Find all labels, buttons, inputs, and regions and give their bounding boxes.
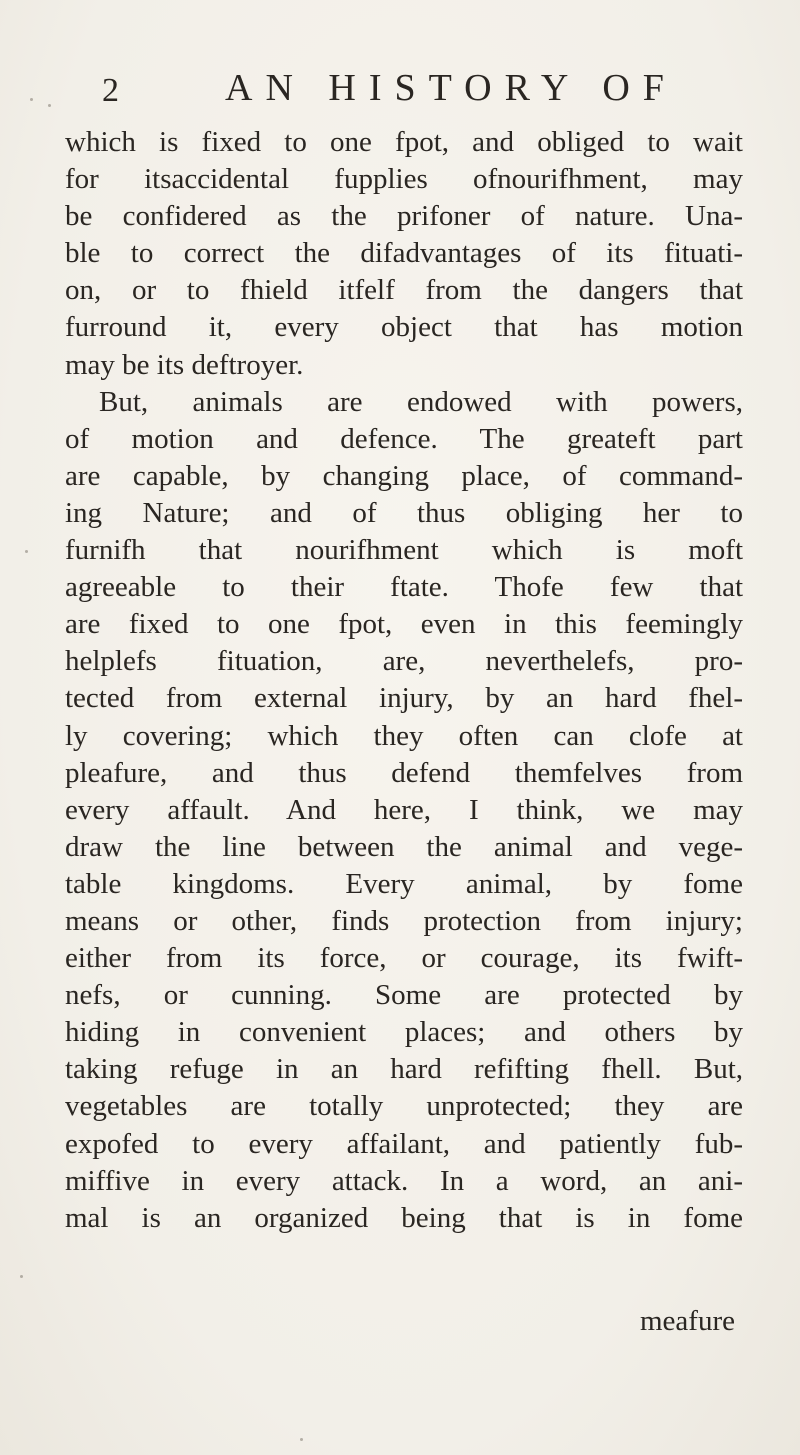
text-line: hiding in convenient places; and others by: [65, 1016, 743, 1049]
text-line: But, animals are endowed with powers,: [99, 385, 743, 418]
text-line: means or other, finds protection from injury;: [65, 904, 743, 937]
text-line: table kingdoms. Every animal, by fome: [65, 867, 743, 900]
text-line: miffive in every attack. In a word, an ani-: [65, 1164, 743, 1197]
text-line: expofed to every affailant, and patiently fub-: [65, 1127, 743, 1160]
text-line: of motion and defence. The greateft part: [65, 422, 743, 455]
text-line: are capable, by changing place, of command-: [65, 459, 743, 492]
text-line: ble to correct the difadvantages of its fituati-: [65, 237, 743, 270]
paper-speck: [48, 104, 51, 107]
text-line: helplefs fituation, are, neverthelefs, pro-: [65, 645, 743, 678]
text-line: ly covering; which they often can clofe at: [65, 719, 743, 752]
text-line: either from its force, or courage, its fwift-: [65, 942, 743, 975]
text-line: every affault. And here, I think, we may: [65, 793, 743, 826]
running-head: AN HISTORY OF: [225, 67, 677, 109]
text-line: may be its deftroyer.: [65, 348, 304, 381]
text-line: be confidered as the prifoner of nature. Una-: [65, 200, 743, 233]
paper-speck: [20, 1275, 23, 1278]
text-line: for itsaccidental fupplies ofnourifhment, may: [65, 163, 743, 196]
body-text: [65, 124, 743, 1237]
text-line: vegetables are totally unprotected; they are: [65, 1090, 743, 1123]
paper-speck: [30, 98, 33, 101]
paper-speck: [300, 1438, 303, 1441]
text-line: draw the line between the animal and vege-: [65, 830, 743, 863]
text-line: pleafure, and thus defend themfelves from: [65, 756, 743, 789]
text-line: furnifh that nourifhment which is moft: [65, 534, 743, 567]
text-line: on, or to fhield itfelf from the dangers that: [65, 274, 743, 307]
text-line: nefs, or cunning. Some are protected by: [65, 979, 743, 1012]
text-line: furround it, every object that has motion: [65, 311, 743, 344]
text-line: taking refuge in an hard refifting fhell. But,: [65, 1053, 743, 1086]
text-line: which is fixed to one fpot, and obliged to wait: [65, 126, 743, 158]
paper-speck: [25, 550, 28, 553]
text-line: are fixed to one fpot, even in this feemingly: [65, 608, 743, 641]
text-line: agreeable to their ftate. Thofe few that: [65, 571, 743, 604]
text-line: ing Nature; and of thus obliging her to: [65, 496, 743, 529]
text-line: mal is an organized being that is in fome: [65, 1201, 743, 1234]
catchword: meafure: [640, 1305, 735, 1337]
page-header: [90, 66, 710, 116]
text-line: tected from external injury, by an hard fhel-: [65, 682, 743, 715]
page-number: 2: [102, 72, 119, 109]
